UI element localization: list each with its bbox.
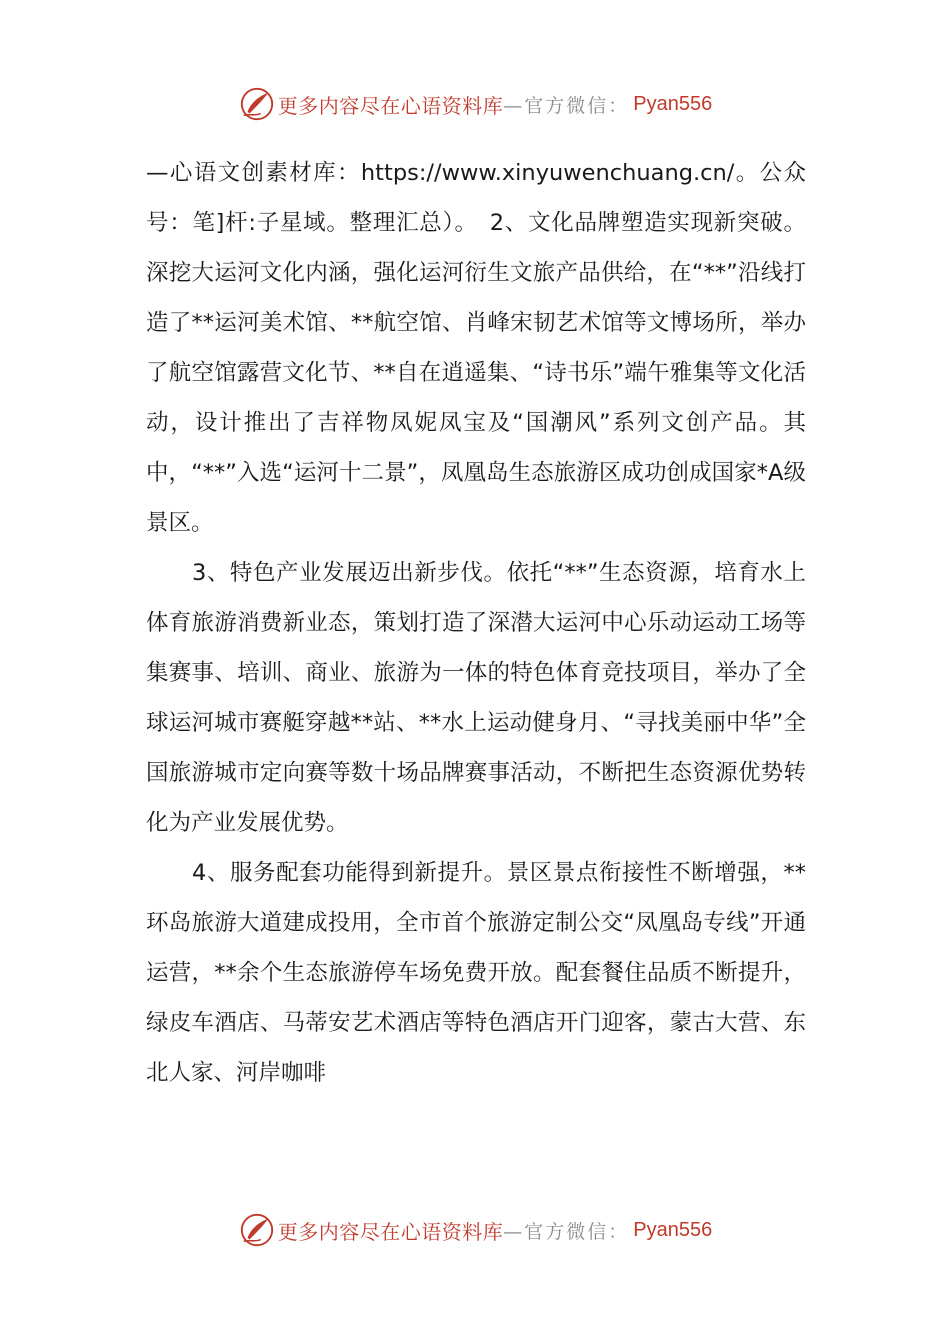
footer-banner [0, 1208, 950, 1252]
banner-wechat-label: —官方微信： [503, 94, 630, 117]
paragraph: 4、服务配套功能得到新提升。景区景点衔接性不断增强，**环岛旅游大道建成投用，全市首个旅游定制公交“凤凰岛专线”开通运营，**余个生态旅游停车场免费开放。配套餐住品质不断提升，绿皮车酒店、马蒂安艺术酒店等特色酒店开门迎客，蒙古大营、东北人家、河岸咖啡 [146, 860, 806, 1086]
banner-wechat-id: Pyan556 [633, 92, 713, 115]
pen-logo-icon [238, 1211, 276, 1249]
paragraph: 3、特色产业发展迈出新步伐。依托“**”生态资源，培育水上体育旅游消费新业态，策划打造了深潜大运河中心乐动运动工场等集赛事、培训、商业、旅游为一体的特色体育竞技项目，举办了全球运河城市赛艇穿越**站、**水上运动健身月、“寻找美丽中华”全国旅游城市定向赛等数十场品牌赛事活动，不断把生态资源优势转化为产业发展优势。 [146, 560, 806, 836]
document-body [146, 148, 806, 1098]
header-banner [0, 82, 950, 126]
banner-title: 更多内容尽在心语资料库 [277, 1219, 504, 1244]
banner-title: 更多内容尽在心语资料库 [277, 93, 504, 118]
paragraph: —心语文创素材库：https://www.xinyuwenchuang.cn/。公众号：笔]杆:子星域。整理汇总）。 2、文化品牌塑造实现新突破。深挖大运河文化内涵，强化运河衍生文旅产品供给，在“**”沿线打造了**运河美术馆、**航空馆、肖峰宋韧艺术馆等文博场所，举办了航空馆露营文化节、**自在逍遥集、“诗书乐”端午雅集等文化活动，设计推出了吉祥物凤妮凤宝及“国潮风”系列文创产品。其中，“**”入选“运河十二景”，凤凰岛生态旅游区成功创成国家*A级景区。 [146, 160, 806, 536]
banner-wechat-label: —官方微信： [503, 1220, 630, 1243]
pen-logo-icon [238, 85, 276, 123]
banner-wechat-id: Pyan556 [633, 1218, 713, 1241]
